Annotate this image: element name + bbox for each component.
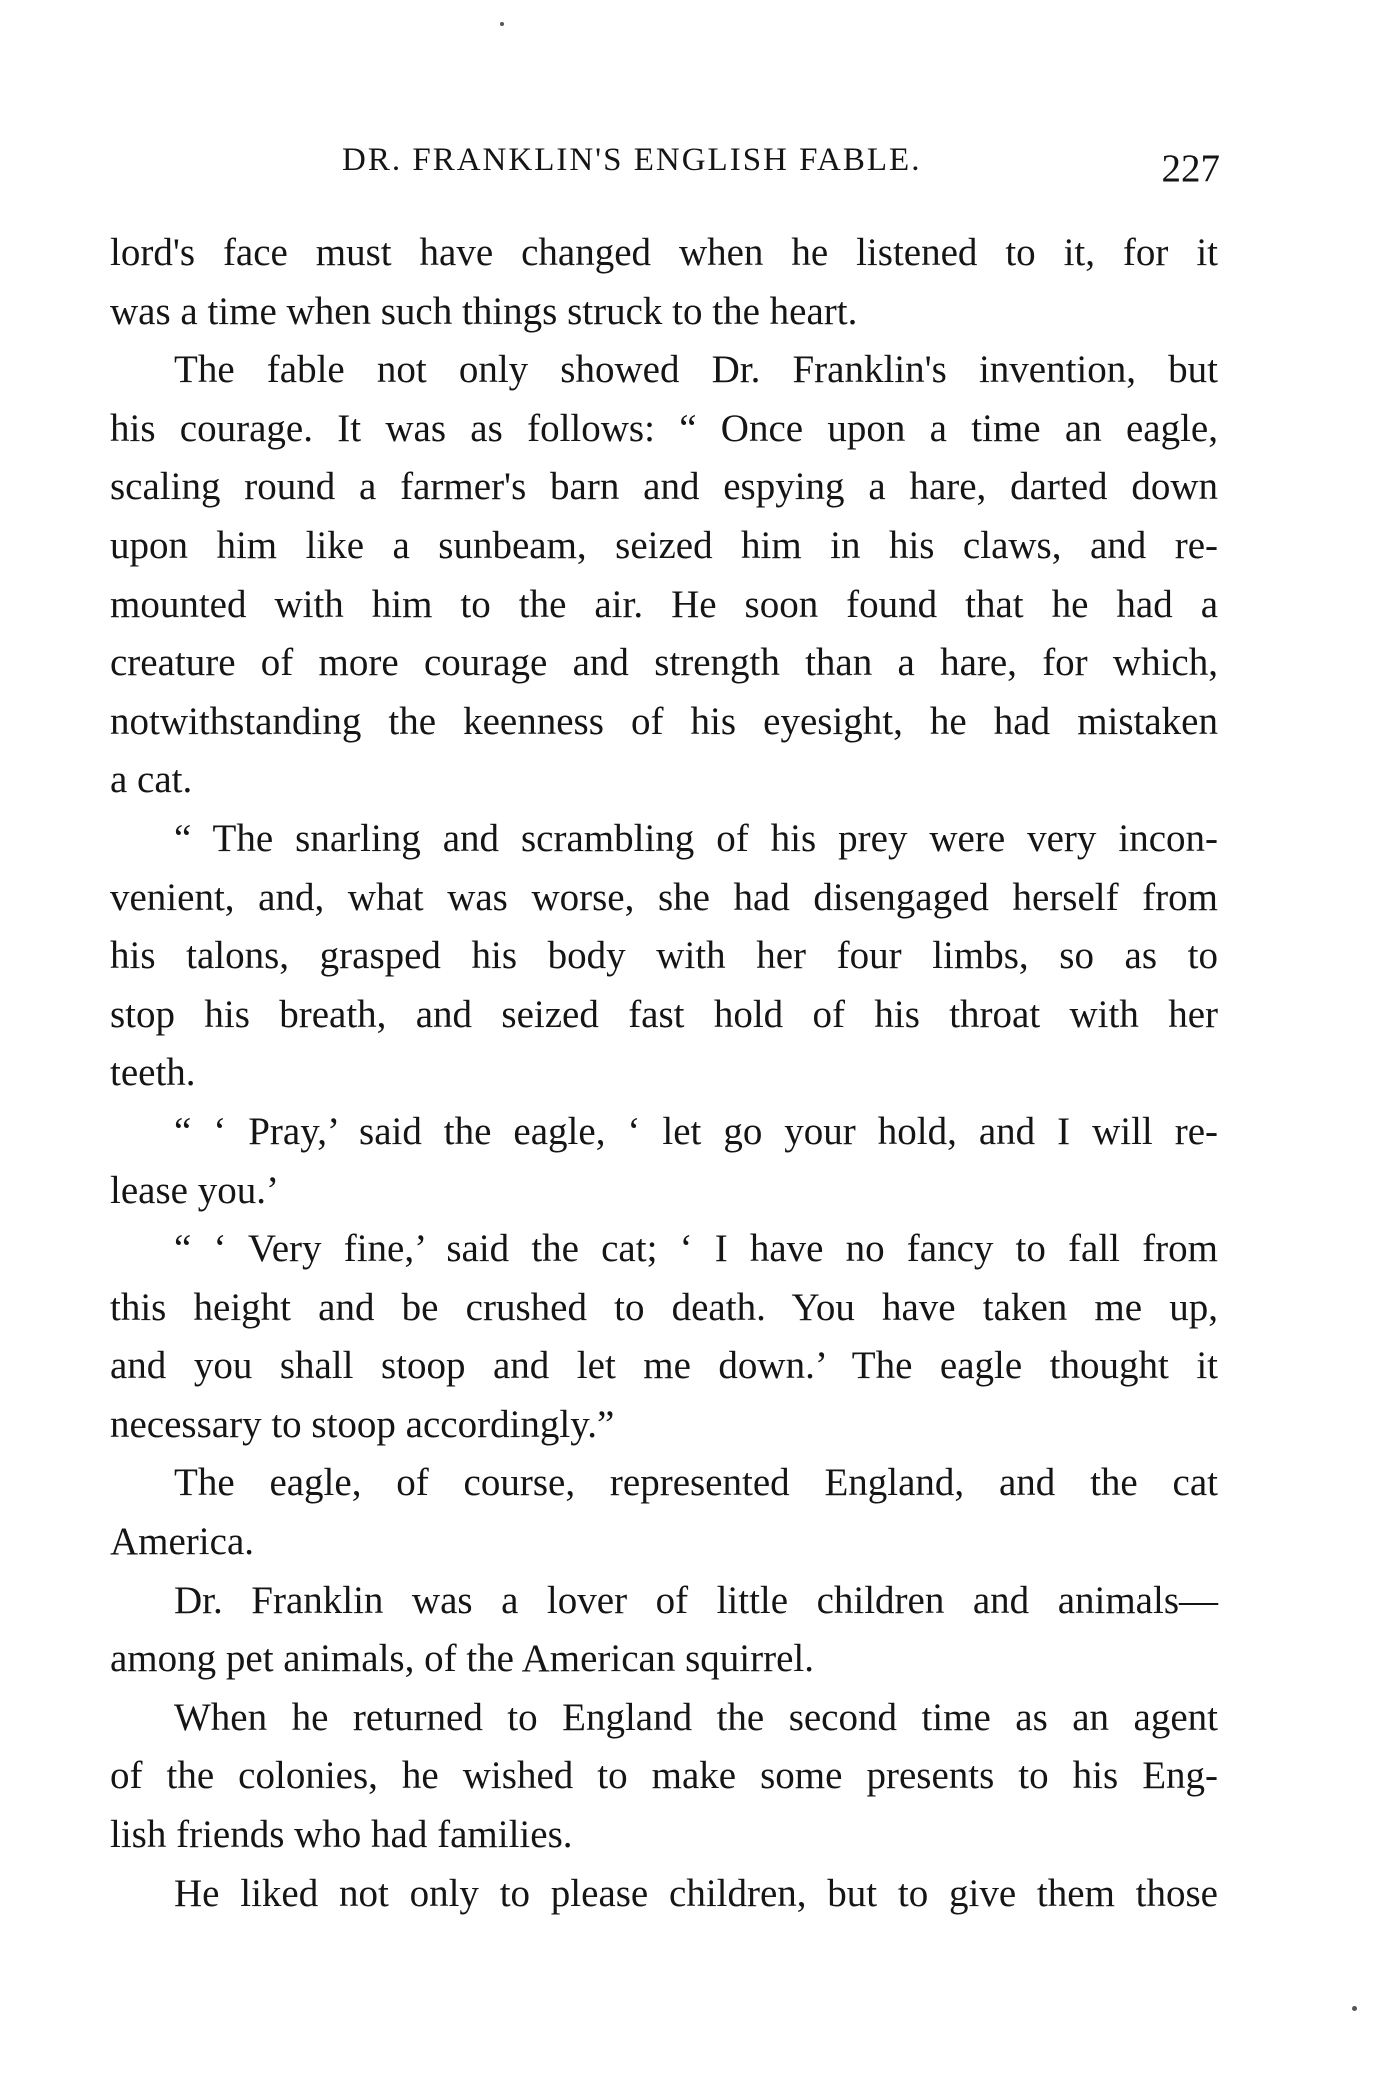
text-line: was a time when such things struck to the heart.: [110, 289, 858, 333]
paragraph: [110, 1220, 1218, 1454]
text-line: He liked not only to please children, but to give them those: [174, 1871, 1218, 1915]
text-line: venient, and, what was worse, she had disengaged herself from: [110, 875, 1218, 919]
text-line: “ The snarling and scrambling of his prey were very incon-: [174, 816, 1218, 860]
text-line: The eagle, of course, represented England, and the cat: [174, 1461, 1218, 1505]
paragraph: [110, 1865, 1218, 1924]
text-line: among pet animals, of the American squirrel.: [110, 1637, 814, 1681]
text-line: of the colonies, he wished to make some presents to his Eng-: [110, 1754, 1218, 1798]
text-line: lord's face must have changed when he listened to it, for it: [110, 231, 1218, 274]
text-line: “ ‘ Very fine,’ said the cat; ‘ I have no fancy to fall from: [174, 1227, 1218, 1271]
text-line: scaling round a farmer's barn and espying a hare, darted down: [110, 465, 1218, 509]
text-line: When he returned to England the second time as an agent: [174, 1695, 1218, 1739]
text-line: notwithstanding the keenness of his eyesight, he had mistaken: [110, 699, 1218, 743]
text-line: his courage. It was as follows: “ Once upon a time an eagle,: [110, 406, 1218, 450]
paragraph: [110, 341, 1218, 810]
text-line: “ ‘ Pray,’ said the eagle, ‘ let go your hold, and I will re-: [174, 1109, 1218, 1153]
text-line: creature of more courage and strength than a hare, for which,: [110, 641, 1218, 685]
paragraph: [110, 1689, 1218, 1865]
text-line: and you shall stoop and let me down.’ The eagle thought it: [110, 1344, 1218, 1388]
text-line: stop his breath, and seized fast hold of his throat with her: [110, 992, 1218, 1036]
text-line: lease you.’: [110, 1168, 279, 1212]
text-line: Dr. Franklin was a lover of little children and animals—: [174, 1578, 1218, 1622]
text-line: teeth.: [110, 1051, 196, 1095]
page-number: 227: [1161, 147, 1220, 190]
text-line: America.: [110, 1520, 255, 1564]
text-line: this height and be crushed to death. You have taken me up,: [110, 1285, 1218, 1329]
paragraph: [110, 224, 1218, 341]
text-line: his talons, grasped his body with her four limbs, so as to: [110, 934, 1218, 978]
text-line: necessary to stoop accordingly.”: [110, 1402, 615, 1446]
body-text: [110, 224, 1218, 1923]
paragraph: [110, 810, 1218, 1103]
paragraph: [110, 1572, 1218, 1689]
paragraph: [110, 1103, 1218, 1220]
text-line: lish friends who had families.: [110, 1813, 573, 1857]
text-line: upon him like a sunbeam, seized him in his claws, and re-: [110, 523, 1218, 567]
running-title: DR. FRANKLIN'S ENGLISH FABLE.: [342, 142, 922, 178]
page-header: [112, 138, 1220, 188]
paragraph: [110, 1454, 1218, 1571]
text-line: a cat.: [110, 758, 193, 802]
ink-speck: [500, 22, 504, 26]
ink-speck: [1352, 2006, 1357, 2011]
text-line: The fable not only showed Dr. Franklin's invention, but: [174, 348, 1218, 392]
text-line: mounted with him to the air. He soon found that he had a: [110, 582, 1218, 626]
